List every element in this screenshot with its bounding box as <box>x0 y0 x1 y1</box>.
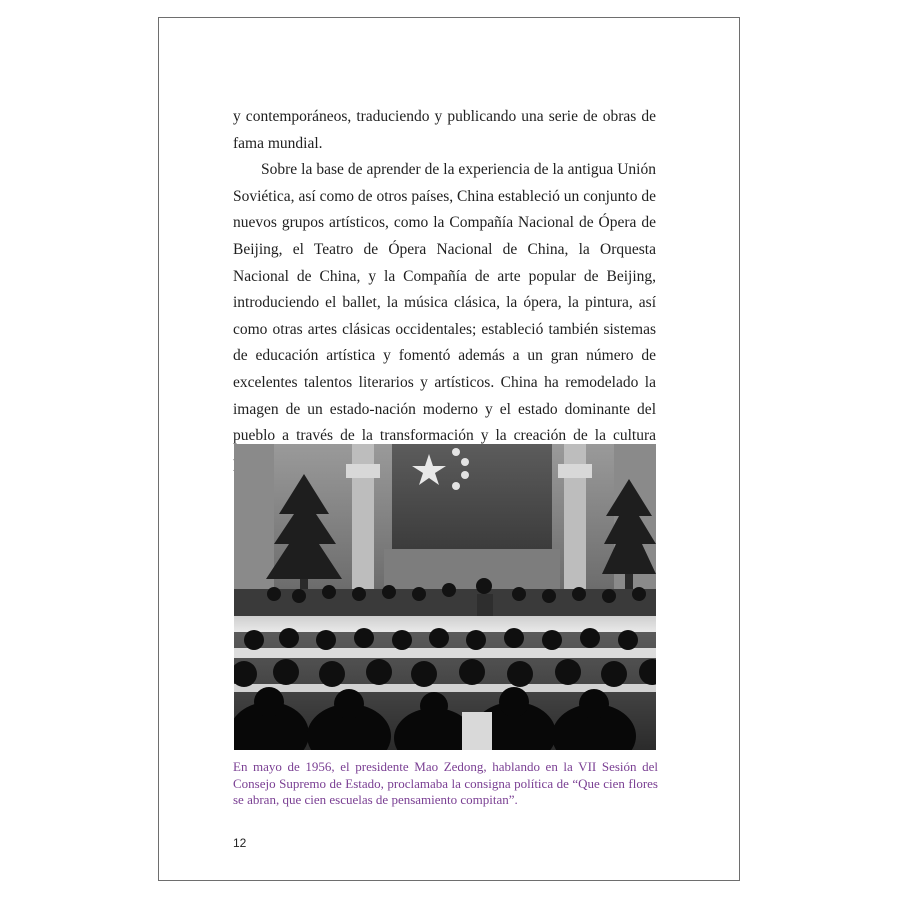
historical-photo-assembly <box>234 444 656 750</box>
photo-caption: En mayo de 1956, el presidente Mao Zedong, hablando en la VII Sesión del Consejo Supremo de Estado, proclamaba la consigna política de “Que cien flores se abran, que cien escuelas de pensamiento compitan”. <box>233 759 658 807</box>
page-number: 12 <box>233 836 247 850</box>
body-text <box>233 104 656 476</box>
paragraph-artistic-groups: Sobre la base de aprender de la experiencia de la antigua Unión Soviética, así como de otros países, China estableció un conjunto de nuevos grupos artísticos, como la Compañía Nacional de Ópera de Beijing, el Teatro de Ópera Nacional de China, la Orquesta Nacional de China, y la Compañía de arte popular de Beijing, introduciendo el ballet, la música clásica, la ópera, la pintura, así como otras artes clásicas occidentales; estableció también sistemas de educación artística y fomentó además a un gran número de excelentes talentos literarios y artísticos. China ha remodelado la imagen de un estado-nación moderno y el estado dominante del pueblo a través de la transformación y la creación de la cultura <box>233 161 656 445</box>
book-page <box>158 17 740 881</box>
paragraph-continuation: y contemporáneos, traduciendo y publicando una serie de obras de fama mundial. <box>233 108 656 152</box>
